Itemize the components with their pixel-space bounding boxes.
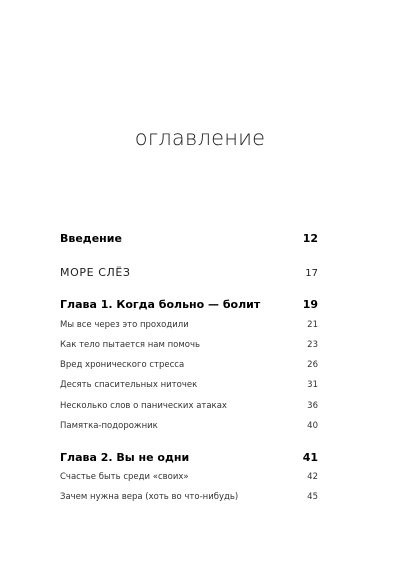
toc-entry-section xyxy=(60,340,318,350)
toc-entry-chapter-2 xyxy=(60,451,318,464)
toc-entry-part xyxy=(60,266,318,279)
toc-entry-page: 23 xyxy=(307,340,318,350)
toc-entry-section xyxy=(60,401,318,411)
toc-entry-label: МОРЕ СЛЁЗ xyxy=(60,266,131,279)
toc-entry-page: 21 xyxy=(307,320,318,330)
toc-entry-page: 45 xyxy=(307,492,318,502)
toc-entry-page: 36 xyxy=(307,401,318,411)
toc-entry-label: Вред хронического стресса xyxy=(60,360,185,370)
toc-entry-label: Введение xyxy=(60,232,122,245)
toc-entry-label: Счастье быть среди «своих» xyxy=(60,472,189,482)
toc-entry-page: 42 xyxy=(307,472,318,482)
toc-entry-label: Зачем нужна вера (хоть во что-нибудь) xyxy=(60,492,239,502)
toc-entry-section xyxy=(60,380,318,390)
toc-entry-page: 40 xyxy=(307,421,318,431)
toc-entry-label: Мы все через это проходили xyxy=(60,320,189,330)
toc-title: оглавление xyxy=(134,126,266,150)
toc-entry-page: 19 xyxy=(302,298,318,311)
toc-entry-section xyxy=(60,320,318,330)
toc-entry-page: 12 xyxy=(302,232,318,245)
toc-entry-section xyxy=(60,492,318,502)
toc-entry-section xyxy=(60,360,318,370)
toc-entry-page: 17 xyxy=(305,268,318,279)
toc-entry-label: Несколько слов о панических атаках xyxy=(60,401,227,411)
toc-entry-page: 26 xyxy=(307,360,318,370)
toc-entry-section xyxy=(60,472,318,482)
toc-entry-section xyxy=(60,421,318,431)
toc-entry-label: Памятка-подорожник xyxy=(60,421,158,431)
toc-entry-page: 41 xyxy=(302,451,318,464)
toc-entry-introduction xyxy=(60,232,318,245)
toc-entry-label: Десять спасительных ниточек xyxy=(60,380,198,390)
toc-entry-page: 31 xyxy=(307,380,318,390)
toc-entry-chapter-1 xyxy=(60,298,318,311)
toc-entry-label: Глава 2. Вы не одни xyxy=(60,451,190,464)
toc-entry-label: Как тело пытается нам помочь xyxy=(60,340,200,350)
toc-entry-label: Глава 1. Когда больно — болит xyxy=(60,298,261,311)
